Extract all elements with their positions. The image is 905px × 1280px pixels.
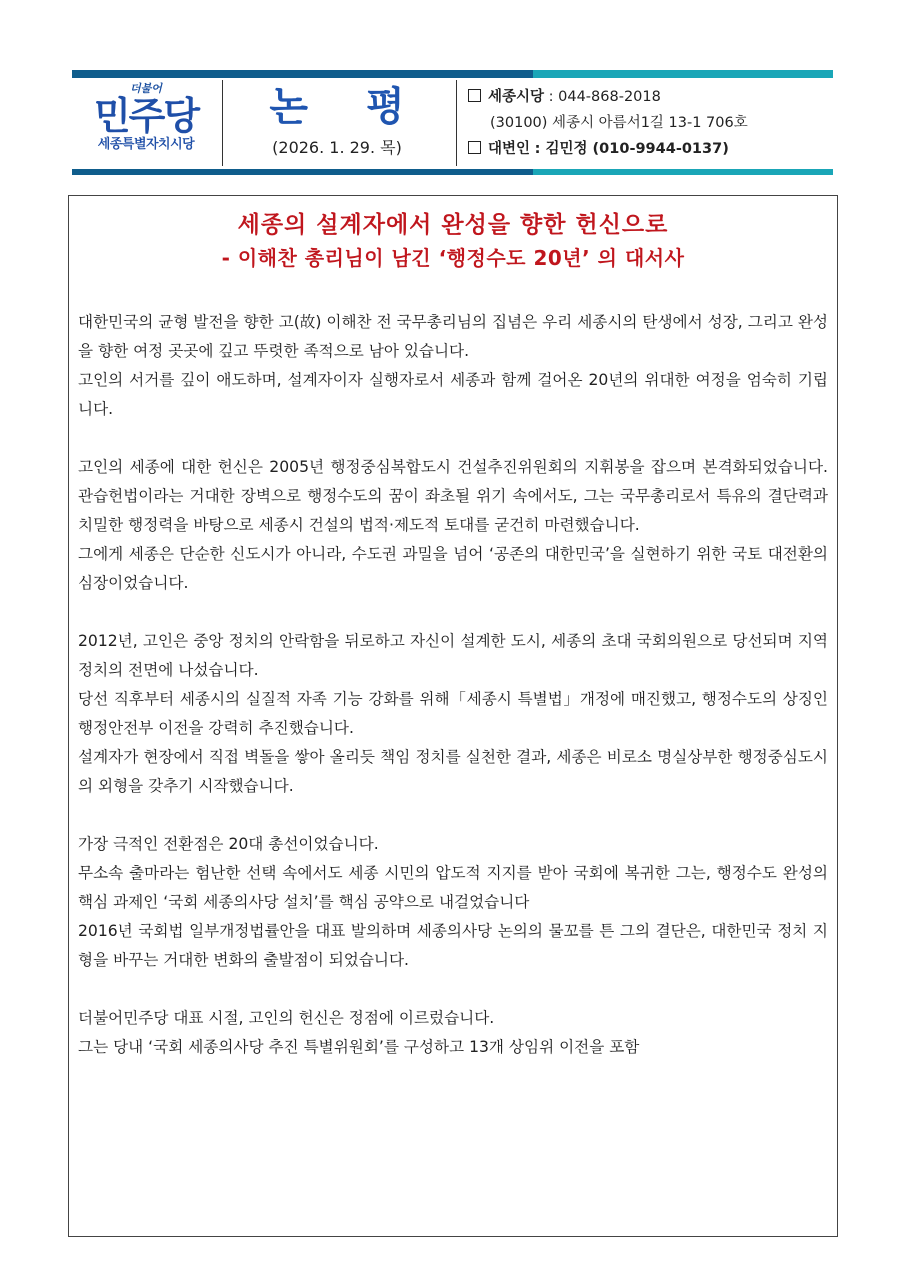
statement-body (78, 308, 828, 1062)
spokesperson-label: 대변인 (488, 141, 531, 157)
statement-frame (68, 195, 838, 1237)
paragraph-gap (78, 598, 828, 627)
paragraph: 무소속 출마라는 험난한 선택 속에서도 세종 시민의 압도적 지지를 받아 국회에 복귀한 그는, 행정수도 완성의 핵심 과제인 ‘국회 세종의사당 설치’를 핵심 공약으로 내걸었습니다 (78, 864, 828, 911)
office-phone: : 044-868-2018 (548, 89, 661, 105)
paragraph: 대한민국의 균형 발전을 향한 고(故) 이해찬 전 국무총리님의 집념은 우리 세종시의 탄생에서 성장, 그리고 완성을 향한 여정 곳곳에 깊고 뚜렷한 족적으로 남아 있습니다. (78, 313, 828, 360)
header-top-bar (72, 70, 833, 78)
press-header (72, 78, 833, 169)
contact-info (468, 84, 828, 162)
document-type: 논 평 (269, 84, 427, 130)
header-divider-2 (456, 80, 457, 166)
headline-title: 세종의 설계자에서 완성을 향한 헌신으로 (237, 212, 669, 238)
paragraph: 2012년, 고인은 중앙 정치의 안락함을 뒤로하고 자신이 설계한 도시, 세종의 초대 국회의원으로 당선되며 지역 정치의 전면에 나섰습니다. (78, 632, 828, 679)
paragraph-gap (78, 801, 828, 830)
paragraph: 설계자가 현장에서 직접 벽돌을 쌓아 올리듯 책임 정치를 실천한 결과, 세종은 비로소 명실상부한 행정중심도시의 외형을 갖추기 시작했습니다. (78, 748, 828, 795)
checkbox-square-icon (468, 89, 481, 102)
paragraph: 2016년 국회법 일부개정법률안을 대표 발의하며 세종의사당 논의의 물꼬를 튼 그의 결단은, 대한민국 정치 지형을 바꾸는 거대한 변화의 출발점이 되었습니다. (78, 922, 828, 969)
party-logo (76, 82, 216, 166)
paragraph: 그는 당내 ‘국회 세종의사당 추진 특별위원회’를 구성하고 13개 상임위 이전을 포함 (78, 1038, 640, 1056)
paragraph: 가장 극적인 전환점은 20대 총선이었습니다. (78, 835, 379, 853)
header-bottom-bar-accent (533, 169, 833, 175)
office-label: 세종시당 (488, 89, 545, 105)
logo-sub-text: 세종특별자치시당 (97, 137, 195, 152)
checkbox-square-icon (468, 141, 481, 154)
logo-small-text: 더불어 (130, 82, 162, 95)
headline-subtitle: - 이해찬 총리님이 남긴 ‘행정수도 20년’ 의 대서사 (221, 246, 685, 270)
document-type-block (232, 78, 442, 168)
paragraph: 더불어민주당 대표 시절, 고인의 헌신은 정점에 이르렀습니다. (78, 1009, 495, 1027)
paragraph: 고인의 세종에 대한 헌신은 2005년 행정중심복합도시 건설추진위원회의 지휘봉을 잡으며 본격화되었습니다. 관습헌법이라는 거대한 장벽으로 행정수도의 꿈이 좌초될 위기 속에서도, 그는 국무총리로서 특유의 결단력과 치밀한 행정력을 바탕으로 세종시 건설의 법적·제도적 토대를 굳건히 마련했습니다. (78, 458, 828, 534)
address-row: (30100) 세종시 아름서1길 13-1 706호 (490, 115, 748, 131)
spokesperson-row (468, 136, 828, 162)
paragraph: 그에게 세종은 단순한 신도시가 아니라, 수도권 과밀을 넘어 ‘공존의 대한민국’을 실현하기 위한 국토 대전환의 심장이었습니다. (78, 545, 828, 592)
paragraph-gap (78, 424, 828, 453)
headline-block (69, 208, 837, 274)
paragraph: 고인의 서거를 깊이 애도하며, 설계자이자 실행자로서 세종과 함께 걸어온 20년의 위대한 여정을 엄숙히 기립니다. (78, 371, 828, 418)
header-bottom-bar (72, 169, 833, 175)
paragraph-gap (78, 975, 828, 1004)
paragraph: 당선 직후부터 세종시의 실질적 자족 기능 강화를 위해「세종시 특별법」개정에 매진했고, 행정수도의 상징인 행정안전부 이전을 강력히 추진했습니다. (78, 690, 828, 737)
header-divider-1 (222, 80, 223, 166)
document-date: (2026. 1. 29. 목) (272, 138, 402, 157)
header-top-bar-accent (533, 70, 833, 78)
logo-main-text: 민주당 (93, 94, 199, 138)
office-row (468, 84, 828, 110)
spokesperson-value: : 김민정 (010-9944-0137) (534, 141, 729, 157)
